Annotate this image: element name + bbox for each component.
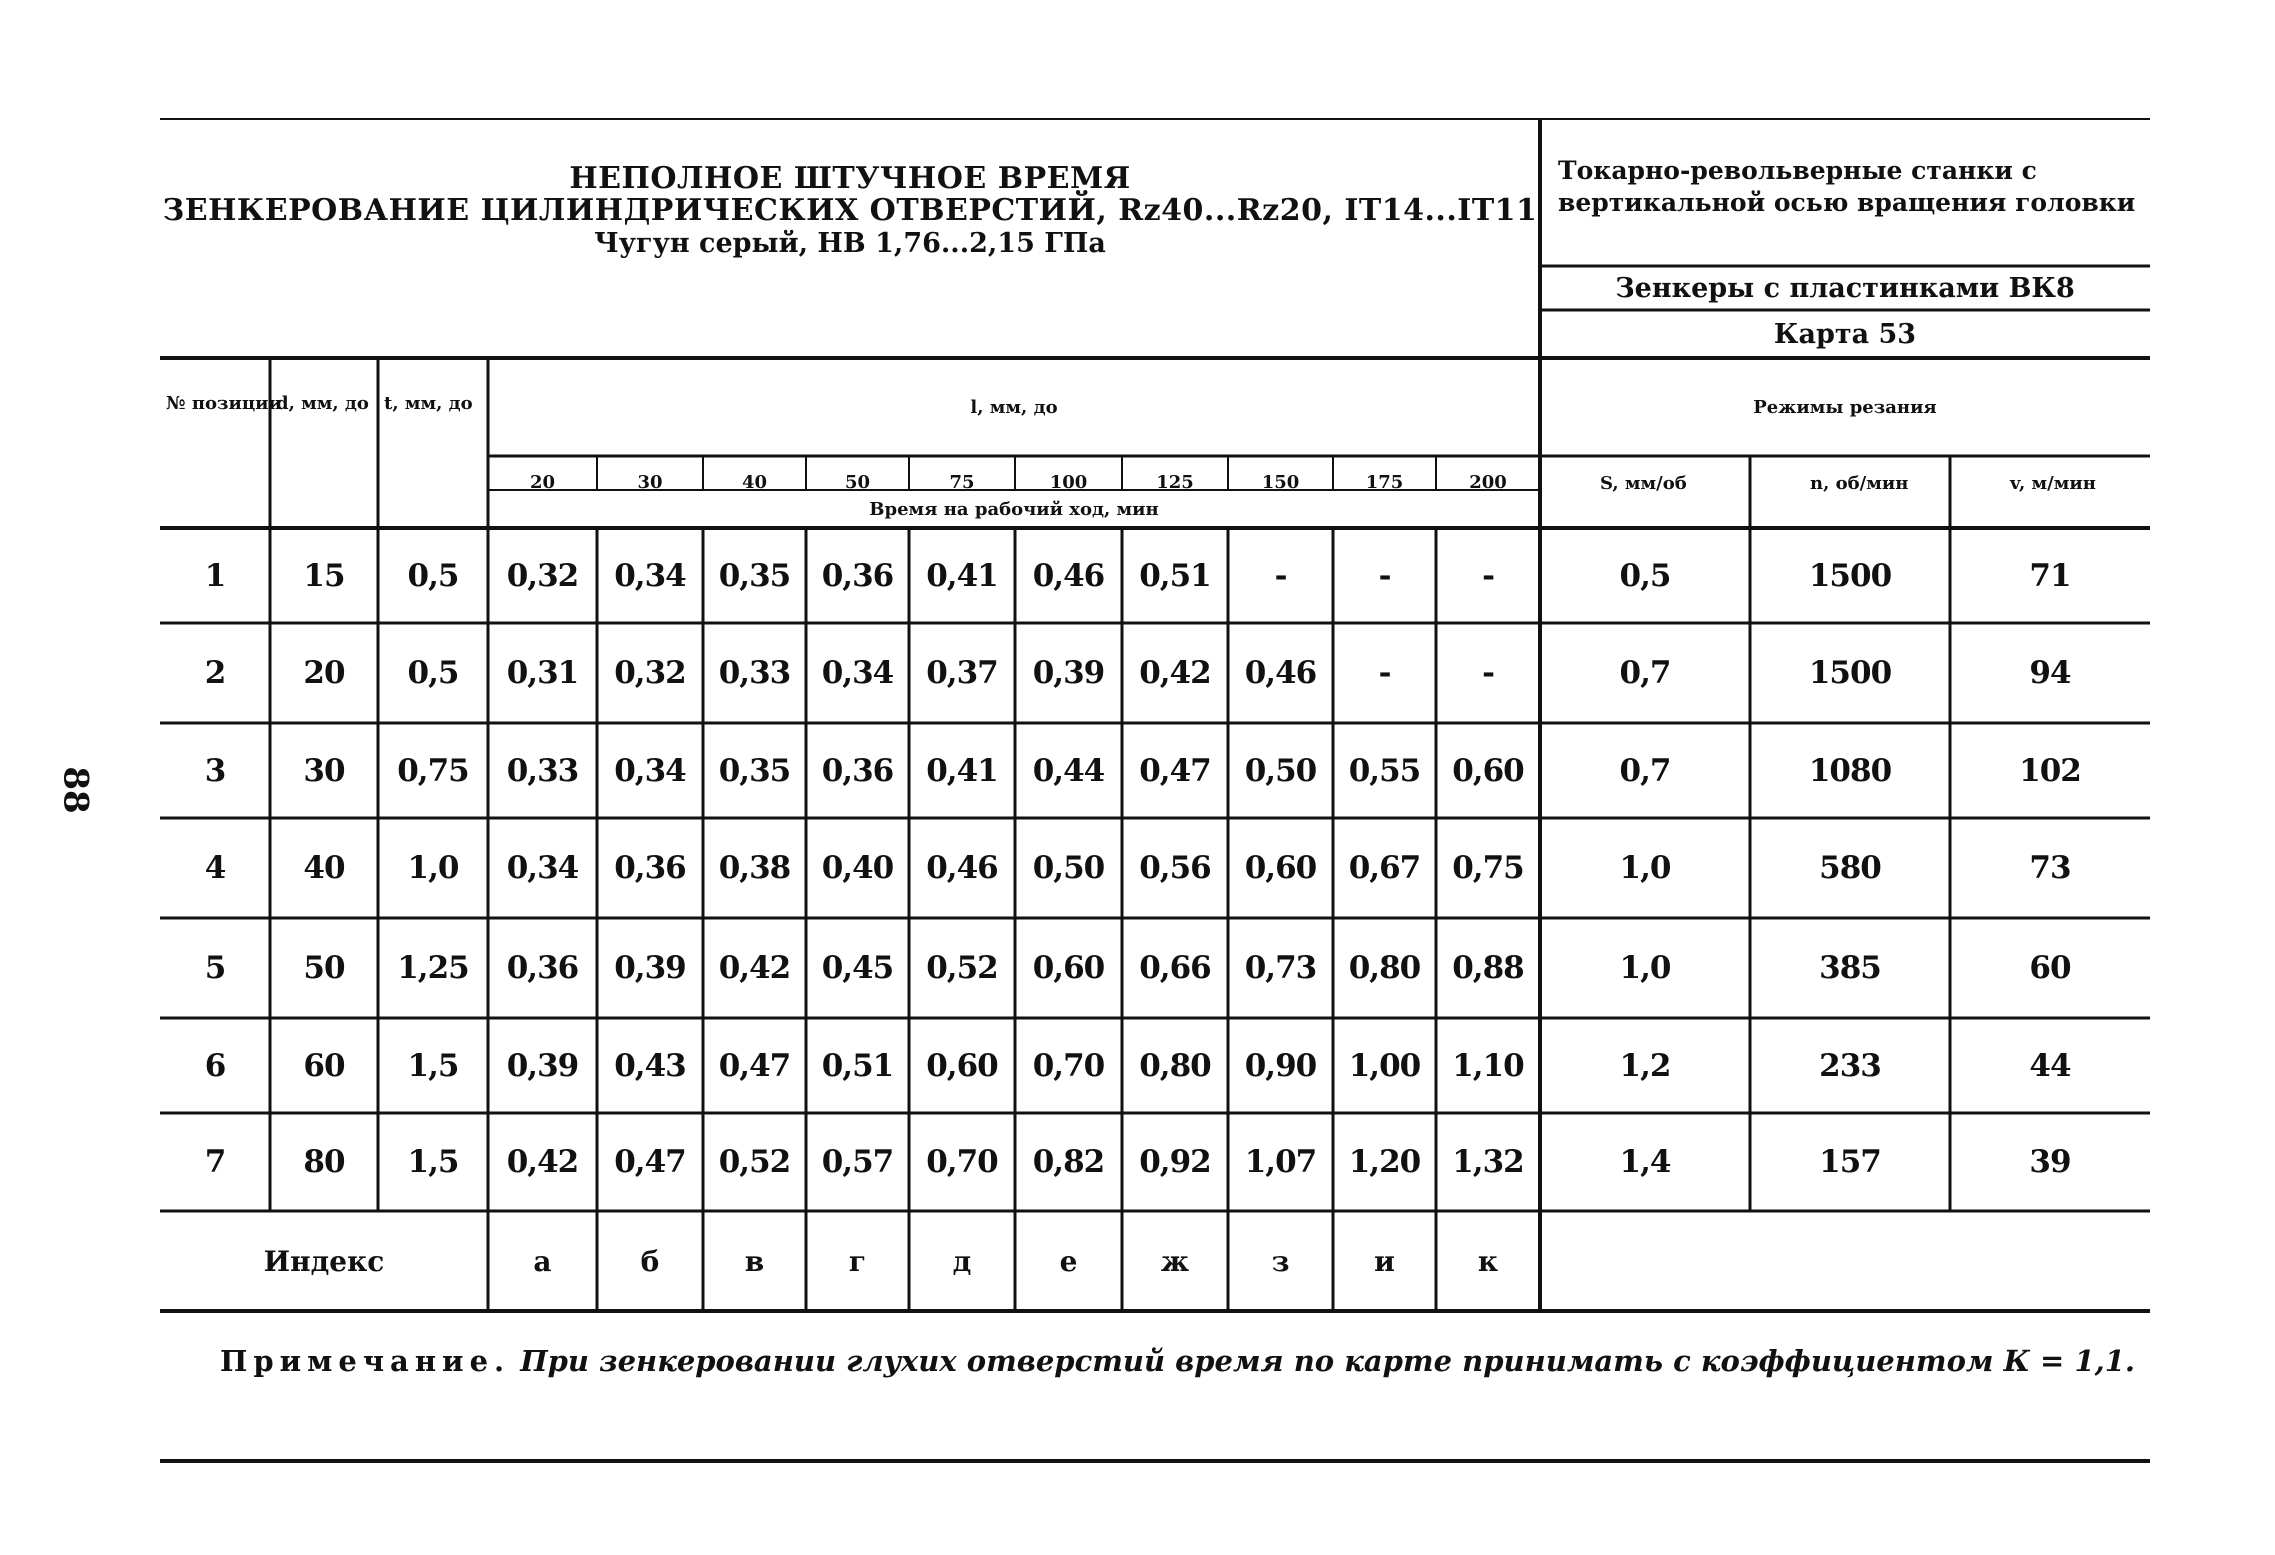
row-position: 6 (204, 1047, 226, 1084)
time-cell: - (1274, 557, 1287, 594)
time-cell: 0,47 (1139, 752, 1211, 789)
row-v: 102 (2019, 752, 2081, 789)
col-d-header: d, мм, до (276, 393, 369, 414)
row-v: 39 (2029, 1144, 2071, 1180)
col-l-value: 50 (844, 471, 871, 493)
col-l-value: 125 (1156, 471, 1194, 493)
time-cell: 0,46 (926, 850, 998, 886)
note-lead: Примечание. (220, 1344, 511, 1378)
card-53-table (160, 118, 2150, 1464)
time-cell: 0,39 (614, 950, 686, 986)
time-cell: 0,33 (506, 752, 579, 789)
time-cell: 0,57 (821, 1144, 894, 1180)
col-l-value: 200 (1469, 471, 1507, 493)
time-cell: 0,55 (1348, 752, 1421, 789)
row-n: 580 (1819, 850, 1881, 886)
time-cell: 0,34 (614, 557, 686, 594)
row-t: 0,5 (407, 655, 459, 691)
time-cell: 0,73 (1244, 950, 1317, 986)
time-cell: 0,35 (718, 752, 791, 789)
col-t-header: t, мм, до (384, 393, 473, 414)
modes-header: Режимы резания (1753, 396, 1937, 418)
row-v: 73 (2029, 850, 2071, 886)
title-line3: Чугун серый, НВ 1,76...2,15 ГПа (594, 227, 1106, 259)
col-l-value: 40 (741, 471, 768, 493)
row-t: 0,75 (397, 752, 469, 789)
row-d: 30 (303, 752, 345, 789)
time-cell: 0,60 (1032, 950, 1105, 986)
time-cell: 0,42 (506, 1144, 579, 1180)
time-cell: 0,42 (1139, 655, 1211, 691)
row-t: 1,0 (407, 850, 459, 886)
row-d: 15 (303, 557, 345, 594)
time-cell: 0,51 (1139, 557, 1211, 594)
row-s: 1,0 (1619, 850, 1671, 886)
row-n: 233 (1819, 1047, 1881, 1084)
machines-line2: вертикальной осью вращения головки (1558, 188, 2136, 217)
time-cell: 0,34 (821, 655, 894, 691)
time-cell: 0,34 (614, 752, 686, 789)
time-cell: 0,36 (506, 950, 579, 986)
time-cell: 0,32 (614, 655, 686, 691)
row-d: 40 (303, 850, 345, 886)
time-cell: 0,66 (1139, 950, 1211, 986)
time-cell: 0,47 (614, 1144, 686, 1180)
time-cell: 0,43 (614, 1047, 686, 1084)
time-cell: 0,34 (506, 850, 579, 886)
time-cell: 1,07 (1244, 1144, 1317, 1180)
time-cell: 0,52 (718, 1144, 791, 1180)
time-cell: 1,32 (1452, 1144, 1524, 1180)
time-cell: 0,37 (926, 655, 998, 691)
row-s: 1,0 (1619, 950, 1671, 986)
row-s: 0,7 (1619, 655, 1671, 691)
index-value: д (952, 1244, 972, 1278)
col-position-header: № позиции (166, 393, 282, 414)
row-position: 4 (204, 850, 226, 886)
time-cell: 0,31 (506, 655, 579, 691)
time-cell: 0,39 (1032, 655, 1105, 691)
index-value: б (640, 1244, 660, 1278)
row-d: 50 (303, 950, 345, 986)
time-caption: Время на рабочий ход, мин (869, 498, 1159, 520)
index-value: к (1477, 1244, 1499, 1278)
time-cell: 0,41 (926, 557, 998, 594)
col-l-header: l, мм, до (970, 396, 1058, 418)
time-cell: - (1378, 557, 1391, 594)
time-cell: 0,46 (1244, 655, 1317, 691)
time-cell: 0,32 (506, 557, 579, 594)
time-cell: 0,38 (718, 850, 791, 886)
time-cell: 0,35 (718, 557, 791, 594)
index-value: а (533, 1244, 552, 1278)
time-cell: 0,82 (1032, 1144, 1105, 1180)
time-cell: 0,45 (821, 950, 894, 986)
row-position: 1 (204, 557, 226, 594)
time-cell: - (1482, 655, 1494, 691)
row-s: 1,4 (1619, 1144, 1671, 1180)
row-n: 1500 (1808, 655, 1892, 691)
time-cell: 0,70 (1032, 1047, 1105, 1084)
row-position: 3 (204, 752, 226, 789)
row-v: 60 (2029, 950, 2071, 986)
col-l-value: 175 (1365, 471, 1404, 493)
row-position: 5 (204, 950, 226, 986)
row-position: 2 (204, 655, 226, 691)
row-d: 60 (303, 1047, 345, 1084)
row-n: 1080 (1808, 752, 1892, 789)
row-t: 0,5 (407, 557, 459, 594)
row-n: 157 (1819, 1144, 1881, 1180)
col-l-value: 75 (949, 471, 975, 493)
index-value: в (744, 1244, 765, 1278)
time-cell: 0,46 (1032, 557, 1105, 594)
time-cell: 0,41 (926, 752, 998, 789)
col-l-value: 20 (529, 471, 556, 493)
time-cell: 0,42 (718, 950, 791, 986)
time-cell: 0,67 (1348, 850, 1421, 886)
time-cell: 0,70 (926, 1144, 998, 1180)
note-text: При зенкеровании глухих отверстий время по карте принимать с коэффициентом К = 1,1. (520, 1344, 2136, 1378)
row-position: 7 (204, 1144, 226, 1180)
row-d: 80 (303, 1144, 345, 1180)
time-cell: 0,60 (1452, 752, 1524, 789)
row-t: 1,5 (407, 1047, 459, 1084)
time-cell: 0,36 (821, 557, 894, 594)
row-v: 94 (2029, 655, 2071, 691)
title-line1: НЕПОЛНОЕ ШТУЧНОЕ ВРЕМЯ (569, 161, 1131, 196)
tools-label: Зенкеры с пластинками ВК8 (1615, 272, 2075, 304)
col-s-header: S, мм/об (1600, 473, 1687, 494)
time-cell: - (1378, 655, 1391, 691)
page-number: 88 (55, 766, 96, 814)
index-value: е (1059, 1244, 1078, 1278)
row-s: 0,5 (1619, 557, 1671, 594)
time-cell: 0,39 (506, 1047, 579, 1084)
time-cell: 1,20 (1348, 1144, 1421, 1180)
row-t: 1,25 (397, 950, 469, 986)
machines-line1: Токарно-револьверные станки с (1558, 156, 2037, 185)
col-l-value: 150 (1261, 471, 1300, 493)
time-cell: 0,75 (1452, 850, 1524, 886)
note (220, 1331, 2136, 1391)
col-l-value: 100 (1049, 471, 1088, 493)
col-n-header: n, об/мин (1810, 473, 1909, 494)
time-cell: 0,90 (1244, 1047, 1317, 1084)
time-cell: 0,44 (1032, 752, 1105, 789)
time-cell: 0,36 (821, 752, 894, 789)
row-n: 1500 (1808, 557, 1892, 594)
time-cell: 0,36 (614, 850, 686, 886)
time-cell: 0,40 (821, 850, 894, 886)
row-v: 44 (2029, 1047, 2071, 1084)
row-n: 385 (1819, 950, 1881, 986)
time-cell: 0,52 (926, 950, 998, 986)
row-t: 1,5 (407, 1144, 459, 1180)
time-cell: 1,10 (1452, 1047, 1524, 1084)
index-value: з (1271, 1244, 1290, 1278)
row-s: 1,2 (1619, 1047, 1671, 1084)
index-label: Индекс (263, 1244, 385, 1278)
row-d: 20 (303, 655, 345, 691)
row-v: 71 (2029, 557, 2071, 594)
time-cell: 0,88 (1452, 950, 1524, 986)
time-cell: 0,56 (1139, 850, 1211, 886)
time-cell: 0,92 (1139, 1144, 1211, 1180)
index-value: ж (1160, 1244, 1190, 1278)
title-line2: ЗЕНКЕРОВАНИЕ ЦИЛИНДРИЧЕСКИХ ОТВЕРСТИЙ, Rz40...Rz20, IT14...IT11 (162, 193, 1538, 228)
time-cell: 0,51 (821, 1047, 894, 1084)
card-number: Карта 53 (1773, 318, 1917, 350)
time-cell: 0,50 (1244, 752, 1317, 789)
row-s: 0,7 (1619, 752, 1671, 789)
col-l-value: 30 (637, 471, 663, 493)
time-cell: - (1482, 557, 1494, 594)
time-cell: 0,80 (1348, 950, 1421, 986)
time-cell: 0,33 (718, 655, 791, 691)
time-cell: 1,00 (1348, 1047, 1421, 1084)
index-value: г (848, 1244, 867, 1278)
time-cell: 0,80 (1139, 1047, 1211, 1084)
index-value: и (1374, 1244, 1395, 1278)
time-cell: 0,47 (718, 1047, 791, 1084)
time-cell: 0,50 (1032, 850, 1105, 886)
time-cell: 0,60 (1244, 850, 1317, 886)
col-v-header: v, м/мин (2010, 473, 2096, 494)
time-cell: 0,60 (926, 1047, 998, 1084)
